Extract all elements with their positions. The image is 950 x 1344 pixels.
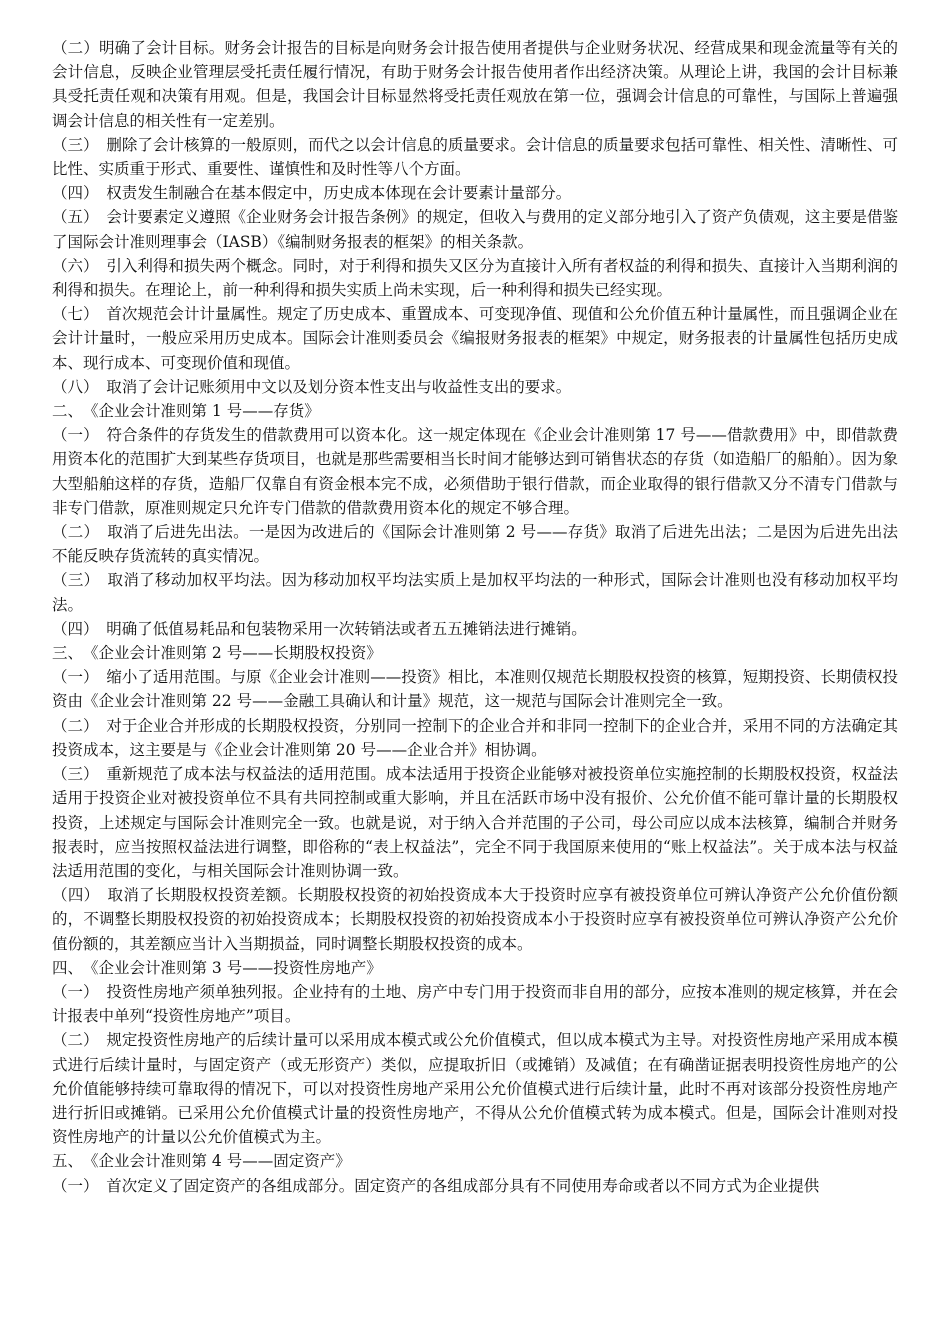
- section-heading: 二、 《企业会计准则第 1 号——存货》: [52, 402, 320, 421]
- paragraph: （三） 重新规范了成本法与权益法的适用范围。成本法适用于投资企业能够对被投资单位实施控制的长期股权投资，权益法适用于投资企业对被投资单位不具有共同控制或重大影响，并且在活跃市场中没有报价、公允价值不能可靠计量的长期股权投资，上述规定与国际会计准则完全一致。也就是说，对于纳入合并范围的子公司，母公司应以成本法核算，编制合并财务报表时，应当按照权益法进行调整，即俗称的“表上权益法”，完全不同于我国原来使用的“账上权益法”。关于成本法与权益法适用范围的变化，与相关国际会计准则协调一致。: [52, 765, 898, 880]
- document-body: [52, 36, 898, 1198]
- paragraph: （八） 取消了会计记账须用中文以及划分资本性支出与收益性支出的要求。: [52, 377, 572, 396]
- section-heading: 五、 《企业会计准则第 4 号——固定资产》: [52, 1152, 351, 1171]
- paragraph: （一） 符合条件的存货发生的借款费用可以资本化。这一规定体现在《企业会计准则第 17 号——借款费用》中，即借款费用资本化的范围扩大到某些存货项目，也就是那些需要相当长时间才能够达到可销售状态的存货（如造船厂的船舶）。因为象大型船舶这样的存货，造船厂仅靠自有资金根本完不成，必须借助于银行借款，而企业取得的银行借款又分不清专门借款与非专门借款，原准则规定只允许专门借款的借款费用资本化的规定不够合理。: [52, 426, 898, 517]
- paragraph: （二） 取消了后进先出法。一是因为改进后的《国际会计准则第 2 号——存货》取消了后进先出法；二是因为后进先出法不能反映存货流转的真实情况。: [52, 523, 898, 566]
- paragraph: （四） 取消了长期股权投资差额。长期股权投资的初始投资成本大于投资时应享有被投资单位可辨认净资产公允价值份额的，不调整长期股权投资的初始投资成本；长期股权投资的初始投资成本小于投资时应享有被投资单位可辨认净资产公允价值份额的，其差额应当计入当期损益，同时调整长期股权投资的成本。: [52, 886, 898, 953]
- paragraph: （二） 规定投资性房地产的后续计量可以采用成本模式或公允价值模式，但以成本模式为主导。对投资性房地产采用成本模式进行后续计量时，与固定资产（或无形资产）类似，应提取折旧（或摊销）及减值；在有确凿证据表明投资性房地产的公允价值能够持续可靠取得的情况下，可以对投资性房地产采用公允价值模式进行后续计量，此时不再对该部分投资性房地产进行折旧或摊销。已采用公允价值模式计量的投资性房地产，不得从公允价值模式转为成本模式。但是，国际会计准则对投资性房地产的计量以公允价值模式为主。: [52, 1031, 898, 1147]
- paragraph: （一） 首次定义了固定资产的各组成部分。固定资产的各组成部分具有不同使用寿命或者以不同方式为企业提供: [52, 1176, 820, 1195]
- section-heading: 四、 《企业会计准则第 3 号——投资性房地产》: [52, 958, 382, 977]
- paragraph: （七） 首次规范会计计量属性。规定了历史成本、重置成本、可变现净值、现值和公允价值五种计量属性，而且强调企业在会计计量时，一般应采用历史成本。国际会计准则委员会《编报财务报表的框架》中规定，财务报表的计量属性包括历史成本、现行成本、可变现价值和现值。: [52, 305, 898, 372]
- paragraph: （四） 权责发生制融合在基本假定中，历史成本体现在会计要素计量部分。: [52, 184, 572, 203]
- paragraph: （一） 投资性房地产须单独列报。企业持有的土地、房产中专门用于投资而非自用的部分，应按本准则的规定核算，并在会计报表中单列“投资性房地产”项目。: [52, 982, 898, 1026]
- paragraph: （一） 缩小了适用范围。与原《企业会计准则——投资》相比，本准则仅规范长期股权投资的核算，短期投资、长期债权投资由《企业会计准则第 22 号——金融工具确认和计量》规范，这一规范与国际会计准则完全一致。: [52, 668, 898, 711]
- paragraph: （二）明确了会计目标。财务会计报告的目标是向财务会计报告使用者提供与企业财务状况、经营成果和现金流量等有关的会计信息，反映企业管理层受托责任履行情况，有助于财务会计报告使用者作出经济决策。从理论上讲，我国的会计目标兼具受托责任观和决策有用观。但是，我国会计目标显然将受托责任观放在第一位，强调会计信息的可靠性，与国际上普遍强调会计信息的相关性有一定差别。: [52, 39, 898, 130]
- paragraph: （三） 取消了移动加权平均法。因为移动加权平均法实质上是加权平均法的一种形式，国际会计准则也没有移动加权平均法。: [52, 571, 898, 614]
- paragraph: （四） 明确了低值易耗品和包装物采用一次转销法或者五五摊销法进行摊销。: [52, 619, 587, 638]
- paragraph: （五） 会计要素定义遵照《企业财务会计报告条例》的规定，但收入与费用的定义部分地引入了资产负债观，这主要是借鉴了国际会计准则理事会（IASB）《编制财务报表的框架》的相关条款。: [52, 208, 898, 251]
- paragraph: （二） 对于企业合并形成的长期股权投资，分别同一控制下的企业合并和非同一控制下的企业合并，采用不同的方法确定其投资成本，这主要是与《企业会计准则第 20 号——企业合并》相协调。: [52, 716, 898, 759]
- section-heading: 三、 《企业会计准则第 2 号——长期股权投资》: [52, 644, 382, 663]
- paragraph: （三） 删除了会计核算的一般原则，而代之以会计信息的质量要求。会计信息的质量要求包括可靠性、相关性、清晰性、可比性、实质重于形式、重要性、谨慎性和及时性等八个方面。: [52, 135, 898, 179]
- paragraph: （六） 引入利得和损失两个概念。同时，对于利得和损失又区分为直接计入所有者权益的利得和损失、直接计入当期利润的利得和损失。在理论上，前一种利得和损失实质上尚未实现，后一种利得和损失已经实现。: [52, 256, 898, 300]
